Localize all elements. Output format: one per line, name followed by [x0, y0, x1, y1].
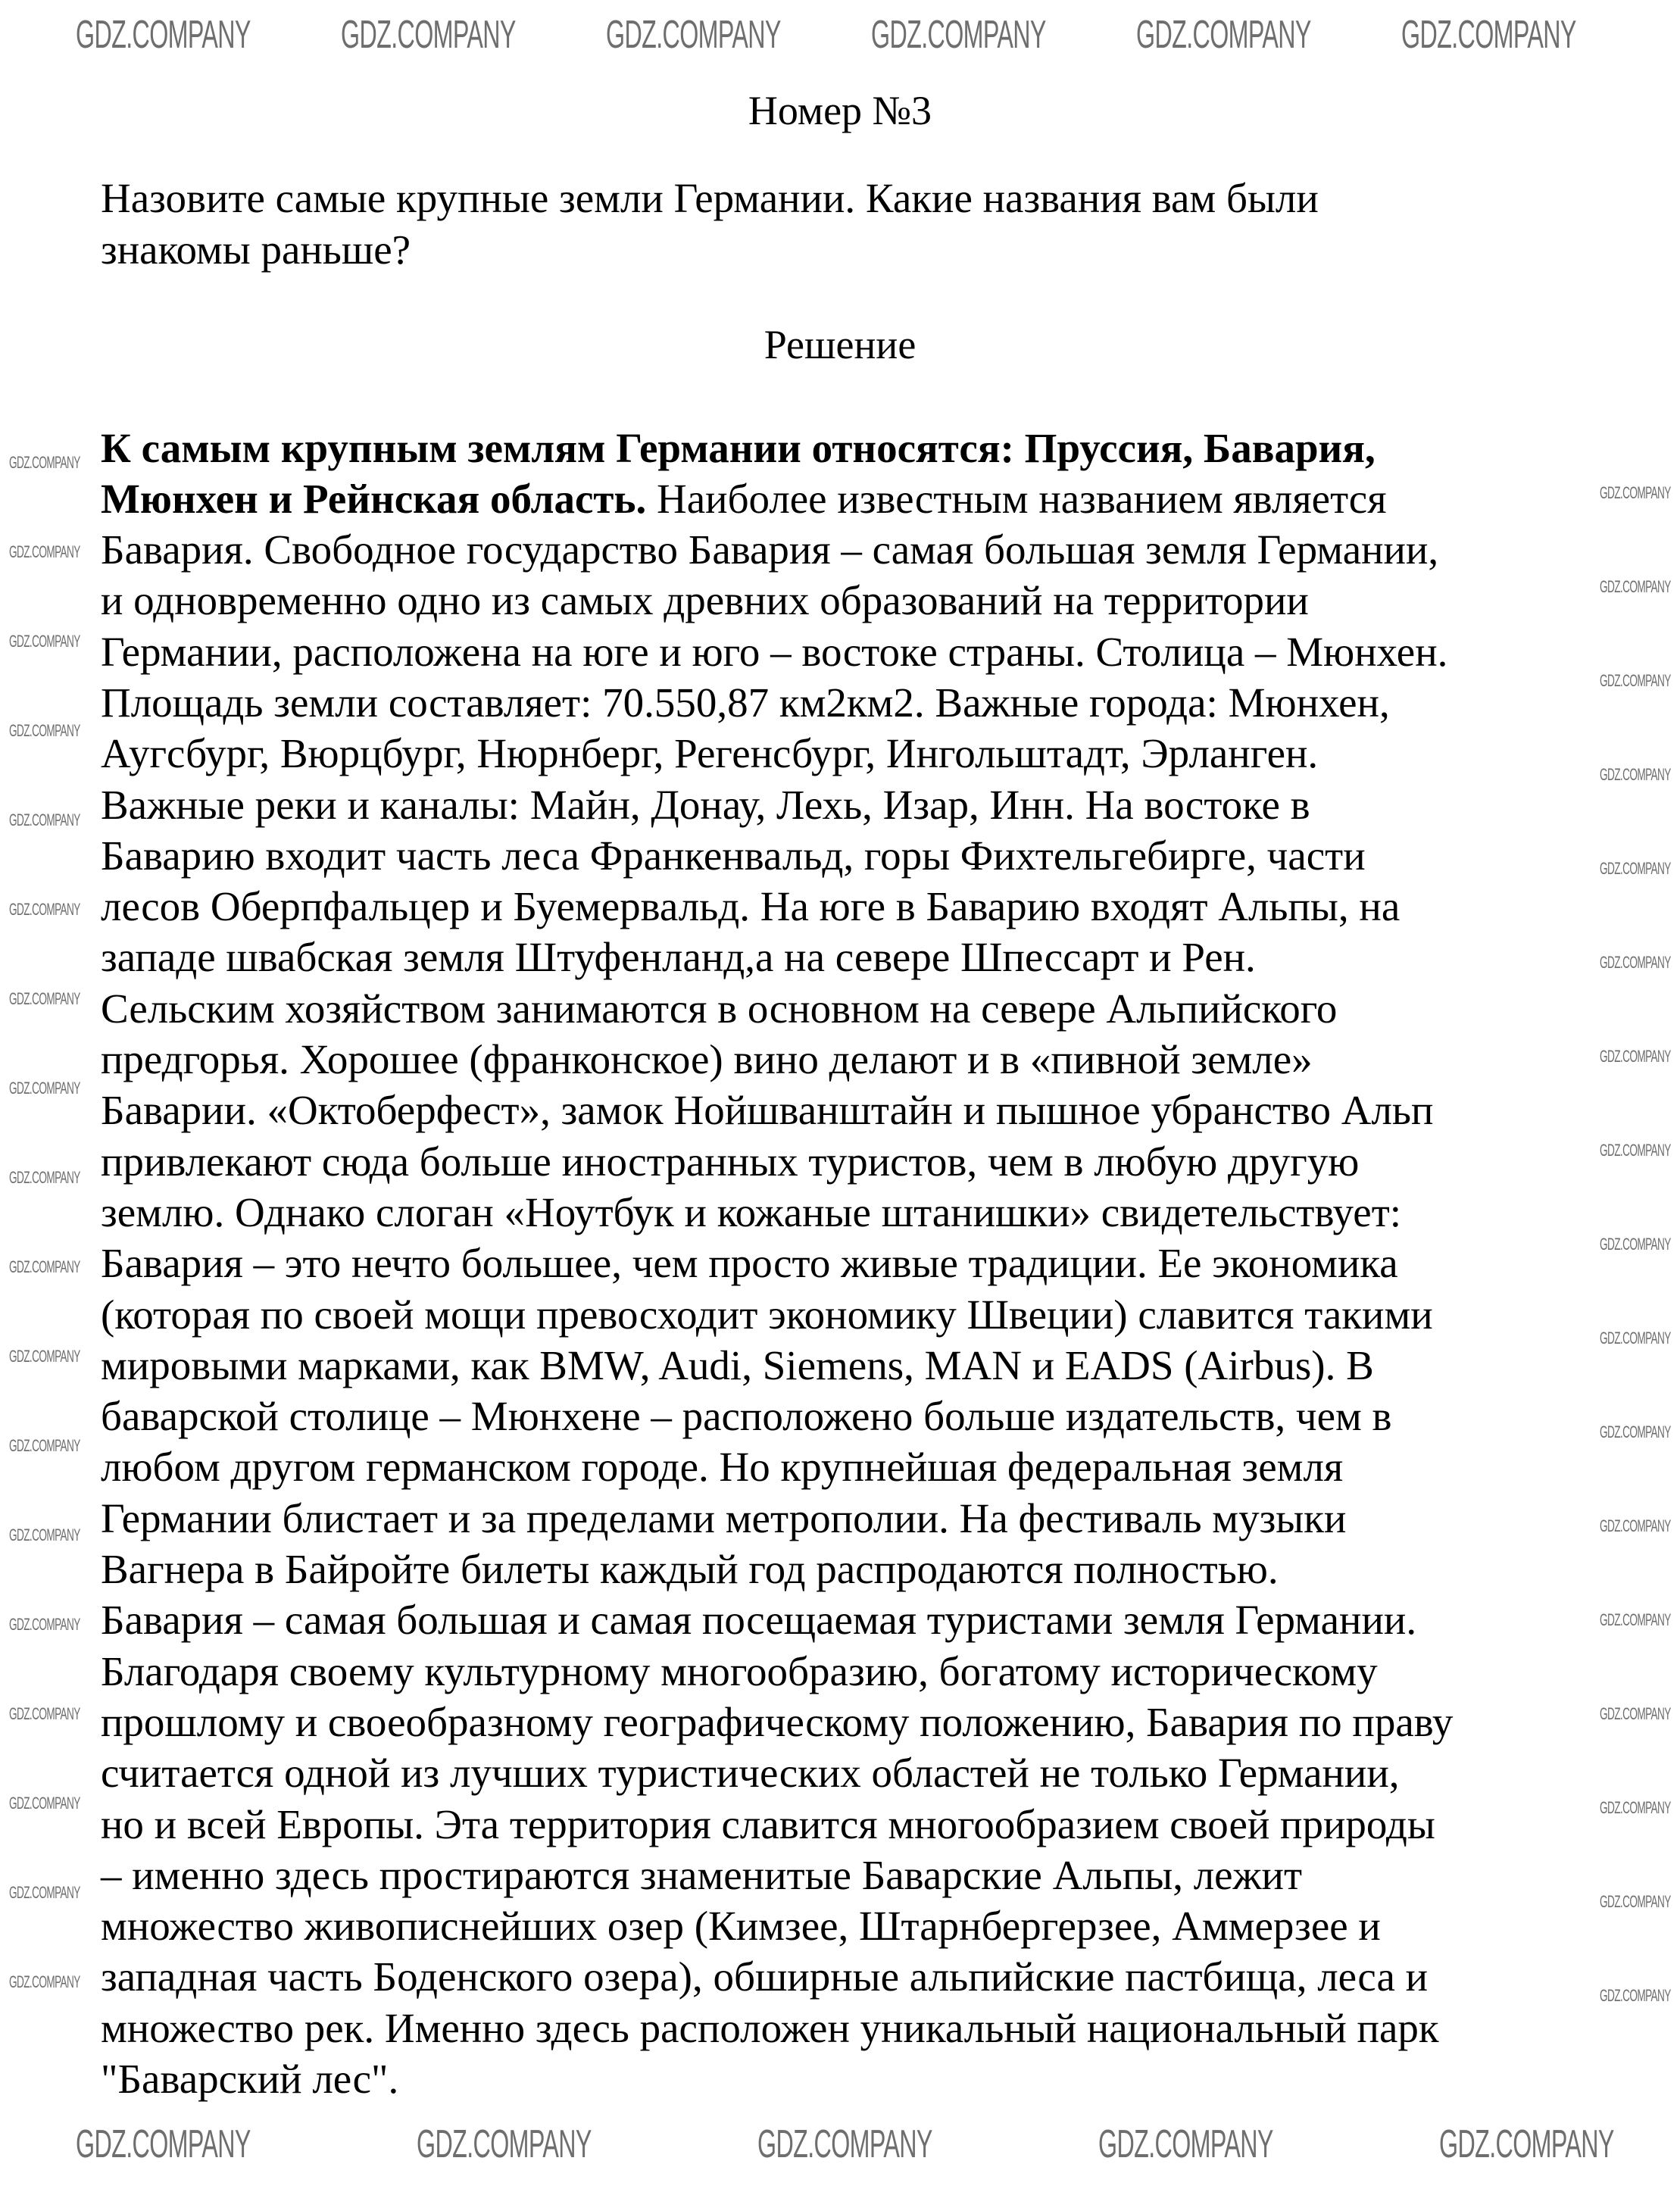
- watermark: GDZ.COMPANY: [9, 1079, 80, 1098]
- watermark: GDZ.COMPANY: [76, 13, 251, 57]
- watermark: GDZ.COMPANY: [1401, 13, 1576, 57]
- answer-line: Аугсбург, Вюрцбург, Нюрнберг, Регенсбург, Ингольштадт, Эрланген.: [101, 730, 1319, 777]
- watermark: GDZ.COMPANY: [757, 2122, 932, 2166]
- watermark: GDZ.COMPANY: [1600, 1986, 1671, 2005]
- watermark: GDZ.COMPANY: [9, 1347, 80, 1366]
- watermark: GDZ.COMPANY: [1600, 1798, 1671, 1817]
- answer-regular-part: Наиболее известным названием является: [646, 476, 1387, 522]
- watermark: GDZ.COMPANY: [1600, 577, 1671, 596]
- watermark: GDZ.COMPANY: [417, 2122, 592, 2166]
- answer-line: мировыми марками, как BMW, Audi, Siemens, MAN и EADS (Airbus). В: [101, 1341, 1374, 1388]
- page-title: Номер №3: [748, 88, 932, 133]
- answer-line: западе швабская земля Штуфенланд,а на севере Шпессарт и Рен.: [101, 934, 1256, 981]
- watermark: GDZ.COMPANY: [1600, 1516, 1671, 1535]
- question-line-2: знакомы раньше?: [101, 226, 411, 273]
- watermark: GDZ.COMPANY: [9, 810, 80, 829]
- watermark: GDZ.COMPANY: [9, 1972, 80, 1991]
- watermark: GDZ.COMPANY: [9, 1794, 80, 1813]
- watermark: GDZ.COMPANY: [1600, 1047, 1671, 1066]
- answer-line: "Баварский лес".: [101, 2056, 399, 2102]
- answer-line: Вагнера в Байройте билеты каждый год распродаются полностью.: [101, 1546, 1279, 1592]
- question-line-1: Назовите самые крупные земли Германии. Какие названия вам были: [101, 175, 1319, 221]
- answer-line: Бавария. Свободное государство Бавария – самая большая земля Германии,: [101, 526, 1439, 573]
- watermark: GDZ.COMPANY: [1439, 2122, 1614, 2166]
- answer-line: (которая по своей мощи превосходит экономику Швеции) славится такими: [101, 1291, 1433, 1338]
- answer-line: и одновременно одно из самых древних образований на территории: [101, 577, 1309, 624]
- watermark: GDZ.COMPANY: [9, 542, 80, 561]
- watermark: GDZ.COMPANY: [9, 989, 80, 1008]
- watermark: GDZ.COMPANY: [9, 1525, 80, 1544]
- answer-line: Германии блистает и за пределами метрополии. На фестиваль музыки: [101, 1494, 1347, 1541]
- watermark: GDZ.COMPANY: [606, 13, 781, 57]
- watermark: GDZ.COMPANY: [9, 900, 80, 919]
- answer-line: Баварии. «Октоберфест», замок Нойшванштайн и пышное убранство Альп: [101, 1087, 1434, 1134]
- watermark: GDZ.COMPANY: [1600, 1329, 1671, 1347]
- watermark: GDZ.COMPANY: [9, 1615, 80, 1634]
- answer-line: Бавария – самая большая и самая посещаемая туристами земля Германии.: [101, 1597, 1417, 1644]
- answer-line: множество рек. Именно здесь расположен уникальный национальный парк: [101, 2004, 1439, 2051]
- watermark: GDZ.COMPANY: [1600, 765, 1671, 784]
- answer-line: баварской столице – Мюнхене – расположено больше издательств, чем в: [101, 1393, 1392, 1440]
- watermark: GDZ.COMPANY: [9, 632, 80, 651]
- answer-line: Баварию входит часть леса Франкенвальд, горы Фихтельгебирге, части: [101, 832, 1366, 879]
- answer-line: но и всей Европы. Эта территория славится многообразием своей природы: [101, 1800, 1435, 1847]
- answer-line: считается одной из лучших туристических областей не только Германии,: [101, 1750, 1400, 1797]
- watermark: GDZ.COMPANY: [1098, 2122, 1273, 2166]
- watermark: GDZ.COMPANY: [1600, 671, 1671, 690]
- watermark: GDZ.COMPANY: [1136, 13, 1311, 57]
- watermark: GDZ.COMPANY: [9, 1883, 80, 1902]
- answer-line: землю. Однако слоган «Ноутбук и кожаные штанишки» свидетельствует:: [101, 1188, 1402, 1235]
- watermark: GDZ.COMPANY: [1600, 859, 1671, 878]
- watermark: GDZ.COMPANY: [1600, 1892, 1671, 1911]
- answer-line: привлекают сюда больше иностранных туристов, чем в любую другую: [101, 1138, 1360, 1185]
- watermark: GDZ.COMPANY: [9, 1704, 80, 1723]
- watermark: GDZ.COMPANY: [9, 1257, 80, 1276]
- watermark: GDZ.COMPANY: [1600, 483, 1671, 502]
- answer-line: прошлому и своеобразному географическому положению, Бавария по праву: [101, 1698, 1454, 1745]
- answer-line: предгорья. Хорошее (франконское) вино делают и в «пивной земле»: [101, 1036, 1313, 1082]
- answer-line: множество живописнейших озер (Кимзее, Штарнбергерзее, Аммерзее и: [101, 1903, 1381, 1950]
- answer-line: любом другом германском городе. Но крупнейшая федеральная земля: [101, 1444, 1344, 1491]
- watermark: GDZ.COMPANY: [1600, 1610, 1671, 1629]
- watermark: GDZ.COMPANY: [9, 1436, 80, 1455]
- watermark: GDZ.COMPANY: [9, 453, 80, 472]
- watermark: GDZ.COMPANY: [1600, 1235, 1671, 1254]
- answer-line: Бавария – это нечто большее, чем просто живые традиции. Ее экономика: [101, 1240, 1398, 1287]
- answer-line: Благодаря своему культурному многообразию, богатому историческому: [101, 1647, 1378, 1694]
- watermark: GDZ.COMPANY: [341, 13, 516, 57]
- answer-line: западная часть Боденского озера), обширные альпийские пастбища, леса и: [101, 1953, 1429, 2000]
- answer-line: Сельским хозяйством занимаются в основном на севере Альпийского: [101, 985, 1338, 1032]
- answer-line: Площадь земли составляет: 70.550,87 км2км2. Важные города: Мюнхен,: [101, 679, 1390, 726]
- answer-line: Германии, расположена на юге и юго – востоке страны. Столица – Мюнхен.: [101, 628, 1448, 675]
- answer-line: – именно здесь простираются знаменитые Баварские Альпы, лежит: [101, 1851, 1303, 1898]
- watermark: GDZ.COMPANY: [1600, 1422, 1671, 1441]
- watermark: GDZ.COMPANY: [1600, 1141, 1671, 1160]
- answer-line: лесов Оберпфальцер и Буемервальд. На юге в Баварию входят Альпы, на: [101, 883, 1401, 930]
- watermark: GDZ.COMPANY: [9, 1168, 80, 1187]
- answer-bold-part: Мюнхен и Рейнская область.: [101, 476, 647, 522]
- watermark: GDZ.COMPANY: [1600, 1704, 1671, 1723]
- solution-heading: Решение: [763, 322, 917, 367]
- watermark: GDZ.COMPANY: [1600, 953, 1671, 972]
- answer-line-bold: К самым крупным землям Германии относятся: Пруссия, Бавария,: [101, 425, 1376, 471]
- watermark: GDZ.COMPANY: [871, 13, 1046, 57]
- watermark: GDZ.COMPANY: [9, 721, 80, 740]
- watermark: GDZ.COMPANY: [76, 2122, 251, 2166]
- answer-line: Важные реки и каналы: Майн, Донау, Лехь, Изар, Инн. На востоке в: [101, 781, 1310, 828]
- answer-line: [101, 476, 1387, 522]
